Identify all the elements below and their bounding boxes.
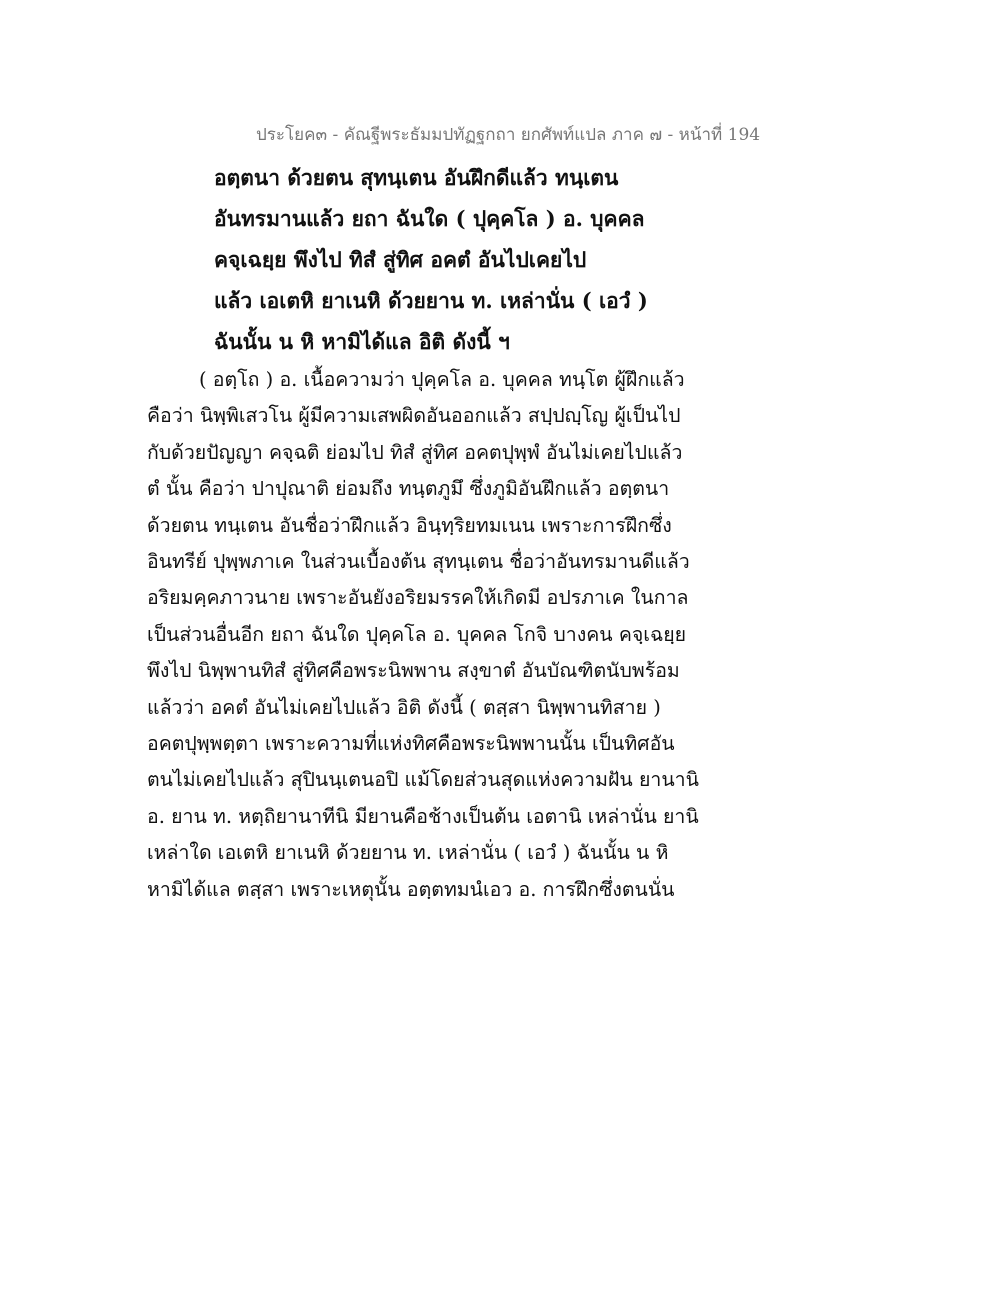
verse-block: [214, 157, 714, 362]
body-paragraph: [147, 362, 707, 908]
body-line: แล้วว่า อคตํ อันไม่เคยไปแล้ว อิติ ดังนี้ ( ตสฺสา นิพฺพานทิสาย ): [147, 695, 661, 719]
running-head: ประโยค๓ - คัณฐีพระธัมมปทัฏฐกถา ยกศัพท์แปล ภาค ๗ - หน้าที่ 194: [256, 125, 761, 145]
body-line: เหล่าใด เอเตหิ ยาเนหิ ด้วยยาน ท. เหล่านั่น ( เอวํ ) ฉันนั้น น หิ: [147, 841, 669, 865]
body-line: เป็นส่วนอื่นอีก ยถา ฉันใด ปุคฺคโล อ. บุคคล โกจิ บางคน คจฺเฉยฺย: [147, 622, 687, 646]
verse-line: ฉันนั้น น หิ หามิได้แล อิติ ดังนี้ ฯ: [214, 329, 510, 354]
verse-line: คจฺเฉยฺย พึงไป ทิสํ สู่ทิศ อคตํ อันไปเคยไป: [214, 247, 587, 272]
body-line: อคตปุพฺพตฺตา เพราะความที่แห่งทิศคือพระนิพพานนั้น เป็นทิศอัน: [147, 732, 675, 756]
body-line: ตนไม่เคยไปแล้ว สุปินนฺเตนอปิ แม้โดยส่วนสุดแห่งความฝัน ยานานิ: [147, 768, 699, 792]
verse-line: อันทรมานแล้ว ยถา ฉันใด ( ปุคฺคโล ) อ. บุคคล: [214, 206, 645, 231]
body-line: อ. ยาน ท. หตฺถิยานาทีนิ มียานคือช้างเป็นต้น เอตานิ เหล่านั่น ยานิ: [147, 804, 699, 828]
body-line: ( อตฺโถ ) อ. เนื้อความว่า ปุคฺคโล อ. บุคคล ทนฺโต ผู้ฝึกแล้ว: [199, 368, 685, 391]
body-line: หามิได้แล ตสฺสา เพราะเหตุนั้น อตฺตทมนํเอว อ. การฝึกซึ่งตนนั่น: [147, 877, 675, 901]
body-line: พึงไป นิพฺพานทิสํ สู่ทิศคือพระนิพพาน สงฺขาตํ อันบัณฑิตนับพร้อม: [147, 659, 680, 683]
body-line: ตํ นั้น คือว่า ปาปุณาติ ย่อมถึง ทนฺตภูมึ ซึ่งภูมิอันฝึกแล้ว อตฺตนา: [147, 477, 670, 501]
verse-line: แล้ว เอเตหิ ยาเนหิ ด้วยยาน ท. เหล่านั่น ( เอวํ ): [214, 288, 648, 313]
body-line: อริยมคฺคภาวนาย เพราะอันยังอริยมรรคให้เกิดมี อปรภาเค ในกาล: [147, 586, 689, 610]
body-line: กับด้วยปัญญา คจฺฉติ ย่อมไป ทิสํ สู่ทิศ อคตปุพฺพํ อันไม่เคยไปแล้ว: [147, 440, 683, 464]
body-line: ด้วยตน ทนฺเตน อันชื่อว่าฝึกแล้ว อินฺทฺริยทมเนน เพราะการฝึกซึ่ง: [147, 513, 672, 537]
body-line: คือว่า นิพฺพิเสวโน ผู้มีความเสพผิดอันออกแล้ว สปฺปญฺโญ ผู้เป็นไป: [147, 404, 681, 428]
verse-line: อตฺตนา ด้วยตน สุทนฺเตน อันฝึกดีแล้ว ทนฺเตน: [214, 165, 619, 190]
body-line: อินทรีย์ ปุพฺพภาเค ในส่วนเบื้องต้น สุทนฺเตน ชื่อว่าอันทรมานดีแล้ว: [147, 550, 690, 574]
